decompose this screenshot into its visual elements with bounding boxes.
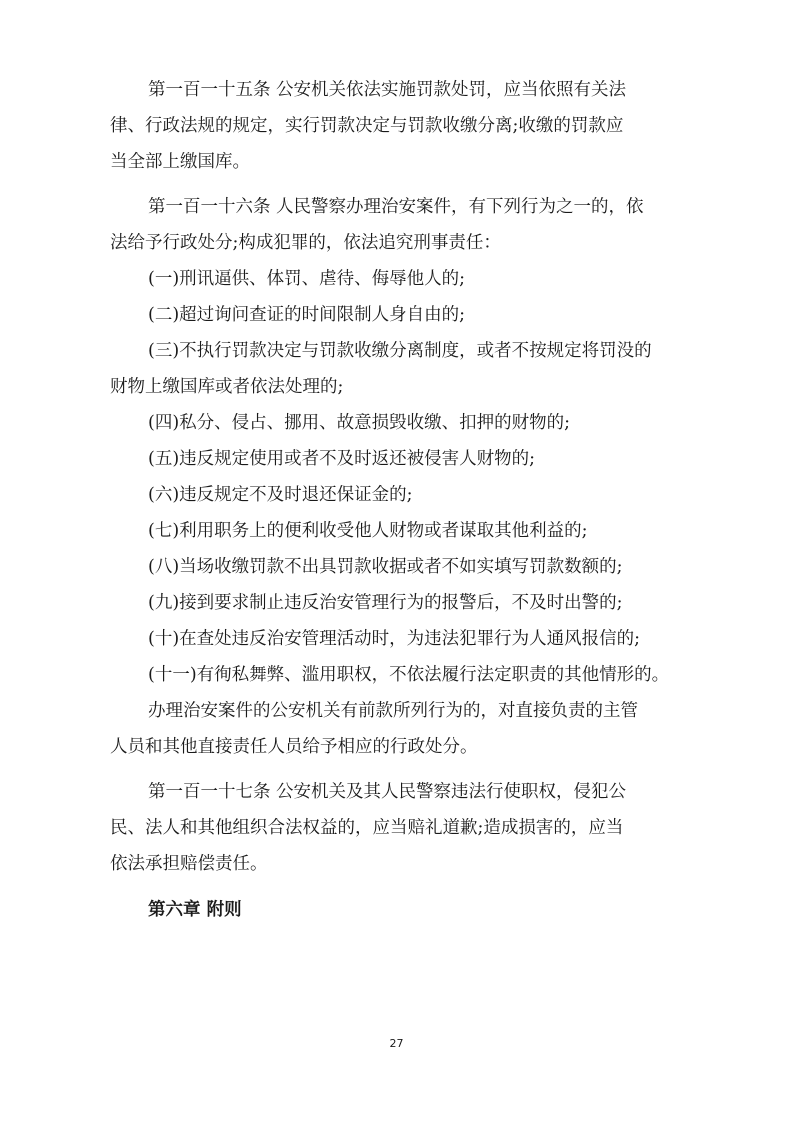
article-116-closing-line: 人员和其他直接责任人员给予相应的行政处分。 (110, 737, 478, 757)
article-116-item-continuation: 财物上缴国库或者依法处理的; (110, 377, 344, 397)
page-number: 27 (389, 1037, 404, 1050)
article-116-intro-line: 法给予行政处分;构成犯罪的，依法追究刑事责任： (110, 233, 501, 253)
article-116-item: (九)接到要求制止违反治安管理行为的报警后，不及时出警的; (148, 593, 623, 613)
chapter-heading: 第六章 附则 (148, 900, 242, 920)
page-content (110, 72, 685, 928)
article-117 (110, 774, 685, 882)
article-116-closing-line: 办理治安案件的公安机关有前款所列行为的，对直接负责的主管 (148, 701, 638, 721)
article-116-item: (十一)有徇私舞弊、滥用职权，不依法履行法定职责的其他情形的。 (148, 665, 670, 685)
article-116-item: (四)私分、侵占、挪用、故意损毁收缴、扣押的财物的; (148, 413, 571, 433)
article-117-line: 民、法人和其他组织合法权益的，应当赔礼道歉;造成损害的，应当 (110, 818, 624, 838)
article-115 (110, 72, 685, 180)
article-117-line: 依法承担赔偿责任。 (110, 854, 268, 874)
article-116-item: (八)当场收缴罚款不出具罚款收据或者不如实填写罚款数额的; (148, 557, 623, 577)
article-116-item: (一)刑讯逼供、体罚、虐待、侮辱他人的; (148, 269, 466, 289)
article-115-line: 第一百一十五条 公安机关依法实施罚款处罚，应当依照有关法 (148, 80, 627, 100)
article-116-item: (二)超过询问查证的时间限制人身自由的; (148, 305, 466, 325)
article-116-item: (三)不执行罚款决定与罚款收缴分离制度，或者不按规定将罚没的 (148, 341, 652, 361)
article-116-item: (六)违反规定不及时退还保证金的; (148, 485, 413, 505)
article-116-intro-line: 第一百一十六条 人民警察办理治安案件，有下列行为之一的，依 (148, 197, 644, 217)
article-115-line: 律、行政法规的规定，实行罚款决定与罚款收缴分离;收缴的罚款应 (110, 116, 624, 136)
article-117-line: 第一百一十七条 公安机关及其人民警察违法行使职权，侵犯公 (148, 782, 627, 802)
article-116-item: (五)违反规定使用或者不及时返还被侵害人财物的; (148, 449, 536, 469)
article-116-item: (七)利用职务上的便利收受他人财物或者谋取其他利益的; (148, 521, 588, 541)
article-115-line: 当全部上缴国库。 (110, 152, 250, 172)
article-116-item: (十)在查处违反治安管理活动时，为违法犯罪行为人通风报信的; (148, 629, 641, 649)
article-116 (110, 189, 685, 765)
